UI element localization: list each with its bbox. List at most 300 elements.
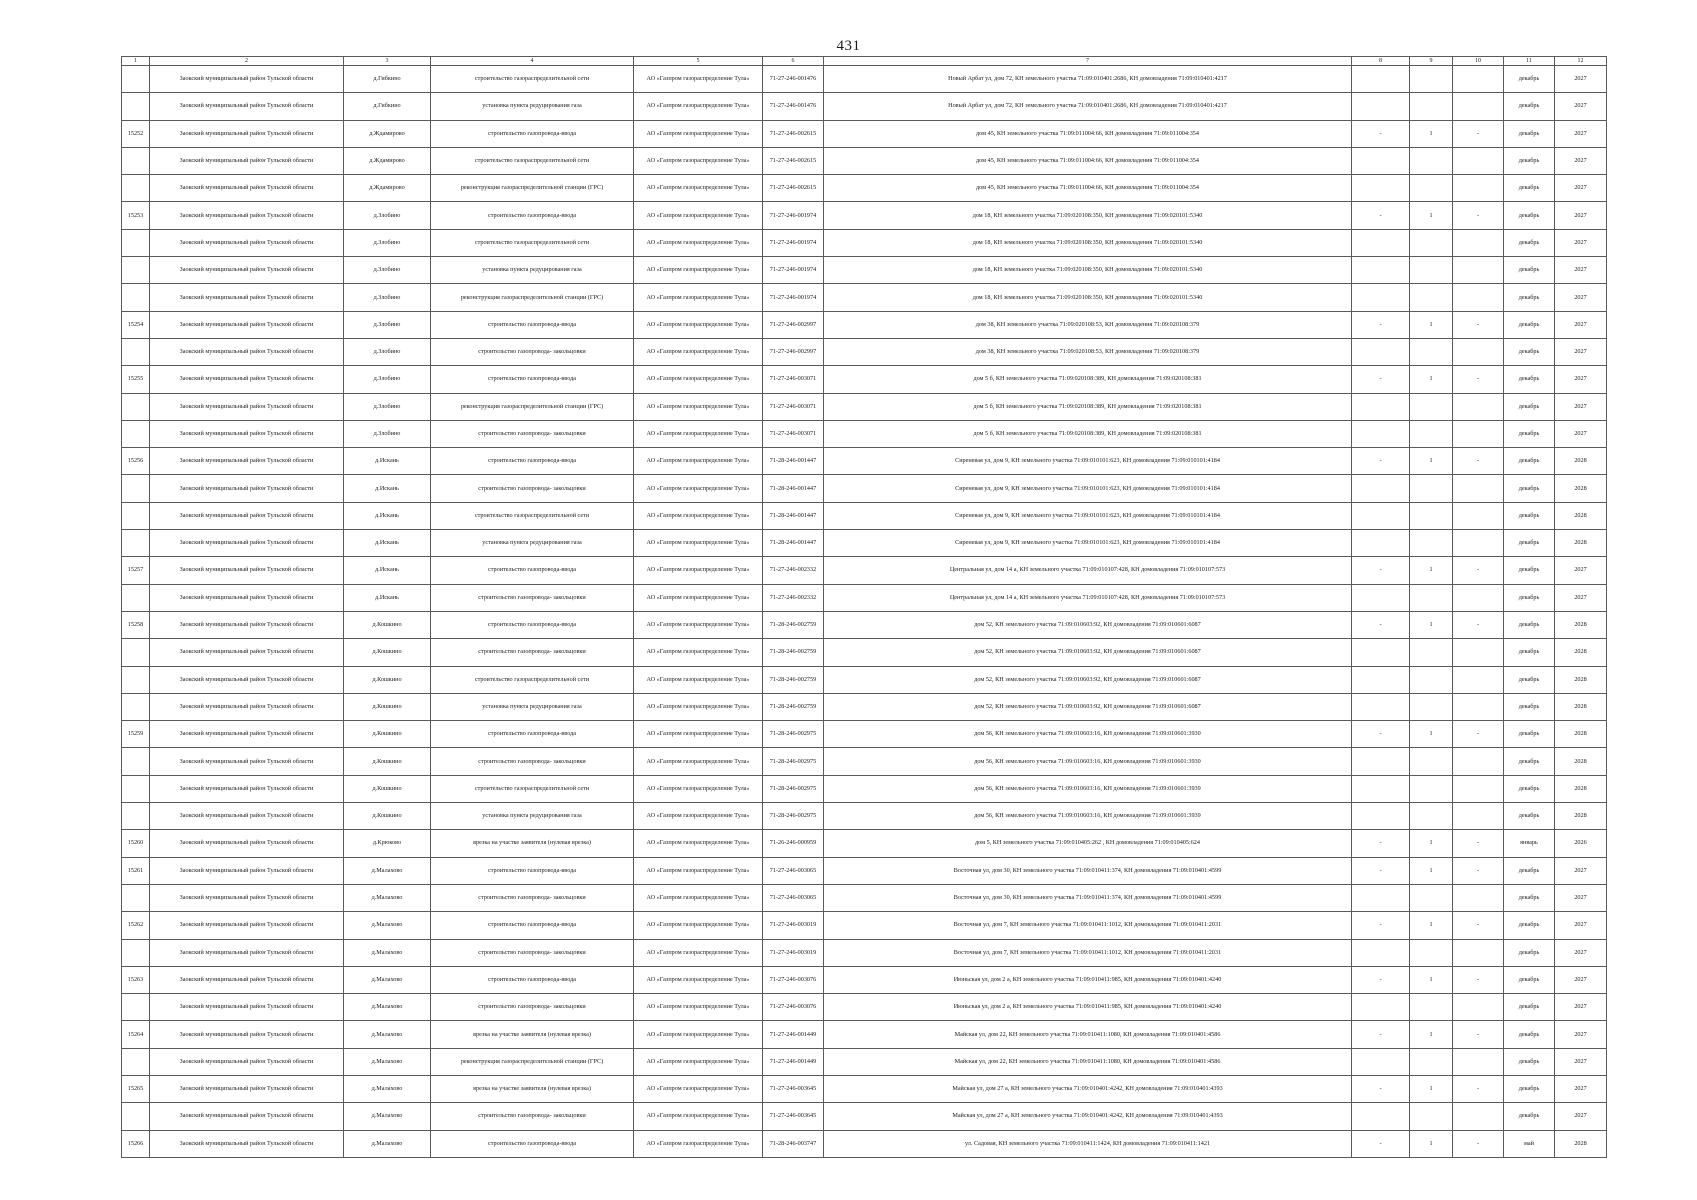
municipality-cell: Заокский муниципальный район Тульской области bbox=[150, 830, 344, 857]
work-type-cell: строительство газопровода-ввода bbox=[431, 311, 634, 338]
table-row bbox=[122, 202, 1607, 229]
value-col9-cell bbox=[1410, 475, 1453, 502]
record-number-cell bbox=[122, 420, 150, 447]
work-type-cell: строительство газопровода- закольцовки bbox=[431, 639, 634, 666]
organization-cell: АО «Газпром газораспределение Тула» bbox=[634, 393, 763, 420]
settlement-cell: д.Злобино bbox=[344, 311, 431, 338]
settlement-cell: д.Малахово bbox=[344, 1103, 431, 1130]
address-cadastral-cell: дом 5 б, КН земельного участка 71:09:020108:389, КН домовладения 71:09:020108:381 bbox=[824, 420, 1352, 447]
month-cell: декабрь bbox=[1504, 912, 1555, 939]
record-number-cell bbox=[122, 994, 150, 1021]
contract-number-cell: 71-28-246-002975 bbox=[763, 775, 824, 802]
contract-number-cell: 71-27-246-003076 bbox=[763, 966, 824, 993]
value-col9-cell bbox=[1410, 884, 1453, 911]
organization-cell: АО «Газпром газораспределение Тула» bbox=[634, 912, 763, 939]
work-type-cell: установка пункта редуцирования газа bbox=[431, 693, 634, 720]
municipality-cell: Заокский муниципальный район Тульской области bbox=[150, 775, 344, 802]
year-cell: 2027 bbox=[1555, 966, 1607, 993]
contract-number-cell: 71-28-246-001447 bbox=[763, 530, 824, 557]
record-number-cell: 15263 bbox=[122, 966, 150, 993]
address-cadastral-cell: дом 52, КН земельного участка 71:09:010603:92, КН домовладения 71:09:010601:6087 bbox=[824, 639, 1352, 666]
contract-number-cell: 71-27-246-002615 bbox=[763, 147, 824, 174]
month-cell: декабрь bbox=[1504, 530, 1555, 557]
record-number-cell: 15265 bbox=[122, 1075, 150, 1102]
organization-cell: АО «Газпром газораспределение Тула» bbox=[634, 611, 763, 638]
municipality-cell: Заокский муниципальный район Тульской области bbox=[150, 147, 344, 174]
work-type-cell: реконструкция газораспределительной станции (ГРС) bbox=[431, 284, 634, 311]
settlement-cell: д.Малахово bbox=[344, 966, 431, 993]
municipality-cell: Заокский муниципальный район Тульской области bbox=[150, 912, 344, 939]
value-col10-cell bbox=[1453, 1048, 1504, 1075]
settlement-cell: д.Кошкино bbox=[344, 803, 431, 830]
contract-number-cell: 71-27-246-002997 bbox=[763, 311, 824, 338]
settlement-cell: д.Злобино bbox=[344, 229, 431, 256]
organization-cell: АО «Газпром газораспределение Тула» bbox=[634, 1048, 763, 1075]
record-number-cell bbox=[122, 502, 150, 529]
record-number-cell bbox=[122, 584, 150, 611]
municipality-cell: Заокский муниципальный район Тульской области bbox=[150, 448, 344, 475]
page-number: 431 bbox=[836, 38, 861, 54]
settlement-cell: д.Злобино bbox=[344, 393, 431, 420]
settlement-cell: д.Малахово bbox=[344, 1130, 431, 1157]
month-cell: декабрь bbox=[1504, 1103, 1555, 1130]
table-row bbox=[122, 475, 1607, 502]
register-table bbox=[121, 56, 1607, 1158]
value-col10-cell bbox=[1453, 994, 1504, 1021]
value-col8-cell bbox=[1352, 284, 1410, 311]
contract-number-cell: 71-27-246-003645 bbox=[763, 1075, 824, 1102]
table-row bbox=[122, 1103, 1607, 1130]
address-cadastral-cell: дом 56, КН земельного участка 71:09:010603:16, КН домовладения 71:09:010601:3930 bbox=[824, 748, 1352, 775]
value-col8-cell: - bbox=[1352, 557, 1410, 584]
month-cell: декабрь bbox=[1504, 775, 1555, 802]
table-row bbox=[122, 884, 1607, 911]
table-row bbox=[122, 666, 1607, 693]
work-type-cell: строительство газораспределительной сети bbox=[431, 66, 634, 93]
year-cell: 2027 bbox=[1555, 420, 1607, 447]
value-col10-cell: - bbox=[1453, 830, 1504, 857]
value-col8-cell bbox=[1352, 884, 1410, 911]
month-cell: декабрь bbox=[1504, 66, 1555, 93]
contract-number-cell: 71-27-246-003065 bbox=[763, 857, 824, 884]
record-number-cell bbox=[122, 693, 150, 720]
year-cell: 2028 bbox=[1555, 803, 1607, 830]
table-row bbox=[122, 284, 1607, 311]
contract-number-cell: 71-27-246-002332 bbox=[763, 584, 824, 611]
work-type-cell: врезка на участке заявителя (нулевая врезка) bbox=[431, 1021, 634, 1048]
value-col9-cell bbox=[1410, 639, 1453, 666]
settlement-cell: д.Искань bbox=[344, 584, 431, 611]
organization-cell: АО «Газпром газораспределение Тула» bbox=[634, 448, 763, 475]
address-cadastral-cell: дом 38, КН земельного участка 71:09:020108:53, КН домовладения 71:09:020108:379 bbox=[824, 338, 1352, 365]
record-number-cell bbox=[122, 93, 150, 120]
value-col10-cell: - bbox=[1453, 448, 1504, 475]
year-cell: 2027 bbox=[1555, 366, 1607, 393]
settlement-cell: д.Злобино bbox=[344, 366, 431, 393]
work-type-cell: врезка на участке заявителя (нулевая врезка) bbox=[431, 1075, 634, 1102]
column-number: 1 bbox=[122, 57, 150, 66]
value-col8-cell bbox=[1352, 66, 1410, 93]
column-number-row bbox=[122, 57, 1607, 66]
municipality-cell: Заокский муниципальный район Тульской области bbox=[150, 639, 344, 666]
contract-number-cell: 71-27-246-003019 bbox=[763, 939, 824, 966]
value-col8-cell bbox=[1352, 93, 1410, 120]
value-col10-cell bbox=[1453, 939, 1504, 966]
address-cadastral-cell: Сиреневая ул, дом 9, КН земельного участка 71:09:010101:623, КН домовладения 71:09:010101:4184 bbox=[824, 502, 1352, 529]
municipality-cell: Заокский муниципальный район Тульской области bbox=[150, 1130, 344, 1157]
table-row bbox=[122, 912, 1607, 939]
contract-number-cell: 71-28-246-001447 bbox=[763, 475, 824, 502]
year-cell: 2027 bbox=[1555, 393, 1607, 420]
organization-cell: АО «Газпром газораспределение Тула» bbox=[634, 693, 763, 720]
address-cadastral-cell: дом 18, КН земельного участка 71:09:020108:350, КН домовладения 71:09:020101:5340 bbox=[824, 202, 1352, 229]
month-cell: декабрь bbox=[1504, 1021, 1555, 1048]
work-type-cell: строительство газопровода-ввода bbox=[431, 120, 634, 147]
work-type-cell: строительство газопровода-ввода bbox=[431, 1130, 634, 1157]
address-cadastral-cell: дом 56, КН земельного участка 71:09:010603:16, КН домовладения 71:09:010601:3939 bbox=[824, 775, 1352, 802]
work-type-cell: врезка на участке заявителя (нулевая врезка) bbox=[431, 830, 634, 857]
column-number: 6 bbox=[763, 57, 824, 66]
table-row bbox=[122, 257, 1607, 284]
municipality-cell: Заокский муниципальный район Тульской области bbox=[150, 475, 344, 502]
value-col9-cell: 1 bbox=[1410, 202, 1453, 229]
record-number-cell: 15255 bbox=[122, 366, 150, 393]
record-number-cell: 15252 bbox=[122, 120, 150, 147]
value-col8-cell bbox=[1352, 748, 1410, 775]
value-col9-cell bbox=[1410, 1103, 1453, 1130]
value-col9-cell: 1 bbox=[1410, 1075, 1453, 1102]
contract-number-cell: 71-27-246-001476 bbox=[763, 66, 824, 93]
table-row bbox=[122, 448, 1607, 475]
table-row bbox=[122, 1021, 1607, 1048]
month-cell: декабрь bbox=[1504, 611, 1555, 638]
organization-cell: АО «Газпром газораспределение Тула» bbox=[634, 1075, 763, 1102]
organization-cell: АО «Газпром газораспределение Тула» bbox=[634, 884, 763, 911]
contract-number-cell: 71-27-246-002615 bbox=[763, 120, 824, 147]
month-cell: декабрь bbox=[1504, 448, 1555, 475]
settlement-cell: д.Искань bbox=[344, 502, 431, 529]
settlement-cell: д.Кошкино bbox=[344, 611, 431, 638]
month-cell: декабрь bbox=[1504, 393, 1555, 420]
address-cadastral-cell: Сиреневая ул, дом 9, КН земельного участка 71:09:010101:623, КН домовладения 71:09:010101:4184 bbox=[824, 530, 1352, 557]
municipality-cell: Заокский муниципальный район Тульской области bbox=[150, 502, 344, 529]
year-cell: 2027 bbox=[1555, 912, 1607, 939]
address-cadastral-cell: дом 5, КН земельного участка 71:09:010405:262 , КН домовладения 71:09:010405:624 bbox=[824, 830, 1352, 857]
month-cell: декабрь bbox=[1504, 803, 1555, 830]
organization-cell: АО «Газпром газораспределение Тула» bbox=[634, 530, 763, 557]
contract-number-cell: 71-26-246-000959 bbox=[763, 830, 824, 857]
work-type-cell: строительство газопровода-ввода bbox=[431, 912, 634, 939]
organization-cell: АО «Газпром газораспределение Тула» bbox=[634, 748, 763, 775]
address-cadastral-cell: Восточная ул, дом 7, КН земельного участка 71:09:010411:1012, КН домовладения 71:09:010411:2031 bbox=[824, 912, 1352, 939]
value-col9-cell: 1 bbox=[1410, 557, 1453, 584]
table-row bbox=[122, 994, 1607, 1021]
month-cell: декабрь bbox=[1504, 229, 1555, 256]
column-number: 10 bbox=[1453, 57, 1504, 66]
settlement-cell: д.Гибкино bbox=[344, 66, 431, 93]
column-number: 9 bbox=[1410, 57, 1453, 66]
year-cell: 2028 bbox=[1555, 502, 1607, 529]
address-cadastral-cell: Новый Арбат ул, дом 72, КН земельного участка 71:09:010401:2686, КН домовладения 71:09:010401:4217 bbox=[824, 93, 1352, 120]
contract-number-cell: 71-27-246-001449 bbox=[763, 1048, 824, 1075]
municipality-cell: Заокский муниципальный район Тульской области bbox=[150, 557, 344, 584]
settlement-cell: д.Злобино bbox=[344, 202, 431, 229]
value-col10-cell bbox=[1453, 884, 1504, 911]
address-cadastral-cell: Восточная ул, дом 30, КН земельного участка 71:09:010411:374, КН домовладения 71:09:010401:4599 bbox=[824, 857, 1352, 884]
value-col8-cell bbox=[1352, 530, 1410, 557]
address-cadastral-cell: дом 45, КН земельного участка 71:09:011004:66, КН домовладения 71:09:011004:354 bbox=[824, 175, 1352, 202]
column-number: 4 bbox=[431, 57, 634, 66]
value-col9-cell: 1 bbox=[1410, 966, 1453, 993]
contract-number-cell: 71-27-246-003071 bbox=[763, 393, 824, 420]
value-col8-cell: - bbox=[1352, 311, 1410, 338]
year-cell: 2028 bbox=[1555, 693, 1607, 720]
address-cadastral-cell: Майская ул, дом 27 а, КН земельного участка 71:09:010401:4242, КН домовладения 71:09:010401:4393 bbox=[824, 1103, 1352, 1130]
contract-number-cell: 71-28-246-002975 bbox=[763, 748, 824, 775]
municipality-cell: Заокский муниципальный район Тульской области bbox=[150, 257, 344, 284]
month-cell: декабрь bbox=[1504, 557, 1555, 584]
settlement-cell: д.Малахово bbox=[344, 939, 431, 966]
address-cadastral-cell: дом 38, КН земельного участка 71:09:020108:53, КН домовладения 71:09:020108:379 bbox=[824, 311, 1352, 338]
year-cell: 2027 bbox=[1555, 884, 1607, 911]
table-row bbox=[122, 175, 1607, 202]
record-number-cell bbox=[122, 666, 150, 693]
value-col10-cell bbox=[1453, 66, 1504, 93]
record-number-cell: 15254 bbox=[122, 311, 150, 338]
value-col9-cell bbox=[1410, 748, 1453, 775]
value-col8-cell bbox=[1352, 775, 1410, 802]
settlement-cell: д.Злобино bbox=[344, 257, 431, 284]
table-row bbox=[122, 502, 1607, 529]
year-cell: 2027 bbox=[1555, 1048, 1607, 1075]
settlement-cell: д.Кошкино bbox=[344, 721, 431, 748]
value-col10-cell: - bbox=[1453, 366, 1504, 393]
year-cell: 2027 bbox=[1555, 66, 1607, 93]
value-col9-cell bbox=[1410, 530, 1453, 557]
value-col9-cell bbox=[1410, 994, 1453, 1021]
municipality-cell: Заокский муниципальный район Тульской области bbox=[150, 693, 344, 720]
organization-cell: АО «Газпром газораспределение Тула» bbox=[634, 175, 763, 202]
work-type-cell: установка пункта редуцирования газа bbox=[431, 803, 634, 830]
value-col9-cell bbox=[1410, 229, 1453, 256]
value-col9-cell bbox=[1410, 803, 1453, 830]
table-row bbox=[122, 147, 1607, 174]
value-col9-cell: 1 bbox=[1410, 857, 1453, 884]
organization-cell: АО «Газпром газораспределение Тула» bbox=[634, 93, 763, 120]
year-cell: 2027 bbox=[1555, 857, 1607, 884]
record-number-cell bbox=[122, 775, 150, 802]
work-type-cell: реконструкция газораспределительной станции (ГРС) bbox=[431, 175, 634, 202]
municipality-cell: Заокский муниципальный район Тульской области bbox=[150, 939, 344, 966]
value-col10-cell bbox=[1453, 393, 1504, 420]
settlement-cell: д.Злобино bbox=[344, 284, 431, 311]
month-cell: декабрь bbox=[1504, 311, 1555, 338]
address-cadastral-cell: Июньская ул, дом 2 а, КН земельного участка 71:09:010411:985, КН домовладения 71:09:010401:4240 bbox=[824, 994, 1352, 1021]
municipality-cell: Заокский муниципальный район Тульской области bbox=[150, 1021, 344, 1048]
municipality-cell: Заокский муниципальный район Тульской области bbox=[150, 229, 344, 256]
settlement-cell: д.Кошкино bbox=[344, 666, 431, 693]
value-col10-cell bbox=[1453, 257, 1504, 284]
record-number-cell bbox=[122, 1103, 150, 1130]
value-col10-cell bbox=[1453, 93, 1504, 120]
record-number-cell: 15266 bbox=[122, 1130, 150, 1157]
month-cell: декабрь bbox=[1504, 502, 1555, 529]
contract-number-cell: 71-27-246-001449 bbox=[763, 1021, 824, 1048]
address-cadastral-cell: Майская ул, дом 22, КН земельного участка 71:09:010411:1080, КН домовладения 71:09:010401:4586 bbox=[824, 1021, 1352, 1048]
work-type-cell: строительство газопровода-ввода bbox=[431, 366, 634, 393]
value-col8-cell bbox=[1352, 257, 1410, 284]
value-col9-cell bbox=[1410, 693, 1453, 720]
contract-number-cell: 71-27-246-001974 bbox=[763, 257, 824, 284]
value-col10-cell: - bbox=[1453, 966, 1504, 993]
value-col9-cell: 1 bbox=[1410, 311, 1453, 338]
month-cell: декабрь bbox=[1504, 420, 1555, 447]
work-type-cell: строительство газопровода- закольцовки bbox=[431, 420, 634, 447]
year-cell: 2027 bbox=[1555, 93, 1607, 120]
table-row bbox=[122, 748, 1607, 775]
table-row bbox=[122, 803, 1607, 830]
value-col8-cell bbox=[1352, 666, 1410, 693]
value-col9-cell bbox=[1410, 66, 1453, 93]
contract-number-cell: 71-27-246-003071 bbox=[763, 366, 824, 393]
month-cell: январь bbox=[1504, 830, 1555, 857]
value-col8-cell: - bbox=[1352, 611, 1410, 638]
address-cadastral-cell: Новый Арбат ул, дом 72, КН земельного участка 71:09:010401:2686, КН домовладения 71:09:010401:4217 bbox=[824, 66, 1352, 93]
work-type-cell: строительство газопровода-ввода bbox=[431, 721, 634, 748]
value-col10-cell: - bbox=[1453, 611, 1504, 638]
organization-cell: АО «Газпром газораспределение Тула» bbox=[634, 229, 763, 256]
address-cadastral-cell: Майская ул, дом 22, КН земельного участка 71:09:010411:1080, КН домовладения 71:09:010401:4586 bbox=[824, 1048, 1352, 1075]
record-number-cell bbox=[122, 530, 150, 557]
municipality-cell: Заокский муниципальный район Тульской области bbox=[150, 884, 344, 911]
value-col10-cell bbox=[1453, 229, 1504, 256]
record-number-cell bbox=[122, 748, 150, 775]
year-cell: 2027 bbox=[1555, 120, 1607, 147]
table-row bbox=[122, 393, 1607, 420]
record-number-cell: 15264 bbox=[122, 1021, 150, 1048]
work-type-cell: строительство газопровода- закольцовки bbox=[431, 1103, 634, 1130]
month-cell: декабрь bbox=[1504, 475, 1555, 502]
municipality-cell: Заокский муниципальный район Тульской области bbox=[150, 120, 344, 147]
settlement-cell: д.Ждамирово bbox=[344, 120, 431, 147]
year-cell: 2028 bbox=[1555, 530, 1607, 557]
municipality-cell: Заокский муниципальный район Тульской области bbox=[150, 994, 344, 1021]
value-col9-cell bbox=[1410, 584, 1453, 611]
value-col8-cell: - bbox=[1352, 202, 1410, 229]
organization-cell: АО «Газпром газораспределение Тула» bbox=[634, 475, 763, 502]
year-cell: 2027 bbox=[1555, 338, 1607, 365]
value-col10-cell: - bbox=[1453, 1075, 1504, 1102]
settlement-cell: д.Крюково bbox=[344, 830, 431, 857]
column-number: 12 bbox=[1555, 57, 1607, 66]
value-col10-cell: - bbox=[1453, 202, 1504, 229]
settlement-cell: д.Искань bbox=[344, 475, 431, 502]
month-cell: декабрь bbox=[1504, 666, 1555, 693]
settlement-cell: д.Кошкино bbox=[344, 693, 431, 720]
column-number: 8 bbox=[1352, 57, 1410, 66]
address-cadastral-cell: дом 52, КН земельного участка 71:09:010603:92, КН домовладения 71:09:010601:6087 bbox=[824, 611, 1352, 638]
organization-cell: АО «Газпром газораспределение Тула» bbox=[634, 284, 763, 311]
value-col8-cell bbox=[1352, 175, 1410, 202]
value-col9-cell bbox=[1410, 666, 1453, 693]
record-number-cell bbox=[122, 338, 150, 365]
value-col10-cell: - bbox=[1453, 1130, 1504, 1157]
value-col9-cell bbox=[1410, 93, 1453, 120]
year-cell: 2027 bbox=[1555, 175, 1607, 202]
value-col9-cell: 1 bbox=[1410, 1130, 1453, 1157]
address-cadastral-cell: дом 18, КН земельного участка 71:09:020108:350, КН домовладения 71:09:020101:5340 bbox=[824, 284, 1352, 311]
table-row bbox=[122, 775, 1607, 802]
record-number-cell: 15258 bbox=[122, 611, 150, 638]
work-type-cell: строительство газопровода-ввода bbox=[431, 448, 634, 475]
municipality-cell: Заокский муниципальный район Тульской области bbox=[150, 611, 344, 638]
municipality-cell: Заокский муниципальный район Тульской области bbox=[150, 721, 344, 748]
table-row bbox=[122, 366, 1607, 393]
work-type-cell: строительство газораспределительной сети bbox=[431, 147, 634, 174]
organization-cell: АО «Газпром газораспределение Тула» bbox=[634, 830, 763, 857]
value-col8-cell: - bbox=[1352, 830, 1410, 857]
contract-number-cell: 71-28-246-002759 bbox=[763, 639, 824, 666]
municipality-cell: Заокский муниципальный район Тульской области bbox=[150, 366, 344, 393]
column-number: 3 bbox=[344, 57, 431, 66]
value-col9-cell bbox=[1410, 502, 1453, 529]
value-col9-cell bbox=[1410, 147, 1453, 174]
value-col10-cell bbox=[1453, 284, 1504, 311]
value-col9-cell: 1 bbox=[1410, 912, 1453, 939]
organization-cell: АО «Газпром газораспределение Тула» bbox=[634, 775, 763, 802]
value-col8-cell bbox=[1352, 639, 1410, 666]
contract-number-cell: 71-27-246-001476 bbox=[763, 93, 824, 120]
settlement-cell: д.Искань bbox=[344, 557, 431, 584]
value-col8-cell bbox=[1352, 338, 1410, 365]
table-row bbox=[122, 66, 1607, 93]
settlement-cell: д.Гибкино bbox=[344, 93, 431, 120]
year-cell: 2027 bbox=[1555, 939, 1607, 966]
organization-cell: АО «Газпром газораспределение Тула» bbox=[634, 939, 763, 966]
value-col9-cell bbox=[1410, 420, 1453, 447]
record-number-cell: 15261 bbox=[122, 857, 150, 884]
value-col9-cell: 1 bbox=[1410, 1021, 1453, 1048]
value-col10-cell bbox=[1453, 530, 1504, 557]
month-cell: декабрь bbox=[1504, 584, 1555, 611]
record-number-cell bbox=[122, 803, 150, 830]
settlement-cell: д.Малахово bbox=[344, 912, 431, 939]
month-cell: декабрь bbox=[1504, 93, 1555, 120]
table-row bbox=[122, 857, 1607, 884]
value-col10-cell bbox=[1453, 639, 1504, 666]
month-cell: декабрь bbox=[1504, 857, 1555, 884]
year-cell: 2028 bbox=[1555, 448, 1607, 475]
settlement-cell: д.Искань bbox=[344, 530, 431, 557]
address-cadastral-cell: Майская ул, дом 27 а, КН земельного участка 71:09:010401:4242, КН домовладения 71:09:010401:4393 bbox=[824, 1075, 1352, 1102]
value-col10-cell bbox=[1453, 748, 1504, 775]
work-type-cell: строительство газопровода-ввода bbox=[431, 202, 634, 229]
value-col8-cell: - bbox=[1352, 721, 1410, 748]
value-col8-cell bbox=[1352, 939, 1410, 966]
value-col10-cell: - bbox=[1453, 1021, 1504, 1048]
organization-cell: АО «Газпром газораспределение Тула» bbox=[634, 584, 763, 611]
value-col10-cell: - bbox=[1453, 311, 1504, 338]
value-col10-cell: - bbox=[1453, 857, 1504, 884]
table-row bbox=[122, 229, 1607, 256]
address-cadastral-cell: дом 5 б, КН земельного участка 71:09:020108:389, КН домовладения 71:09:020108:381 bbox=[824, 393, 1352, 420]
value-col9-cell: 1 bbox=[1410, 611, 1453, 638]
year-cell: 2028 bbox=[1555, 611, 1607, 638]
table-row bbox=[122, 721, 1607, 748]
month-cell: май bbox=[1504, 1130, 1555, 1157]
table-row bbox=[122, 611, 1607, 638]
work-type-cell: строительство газопровода- закольцовки bbox=[431, 748, 634, 775]
